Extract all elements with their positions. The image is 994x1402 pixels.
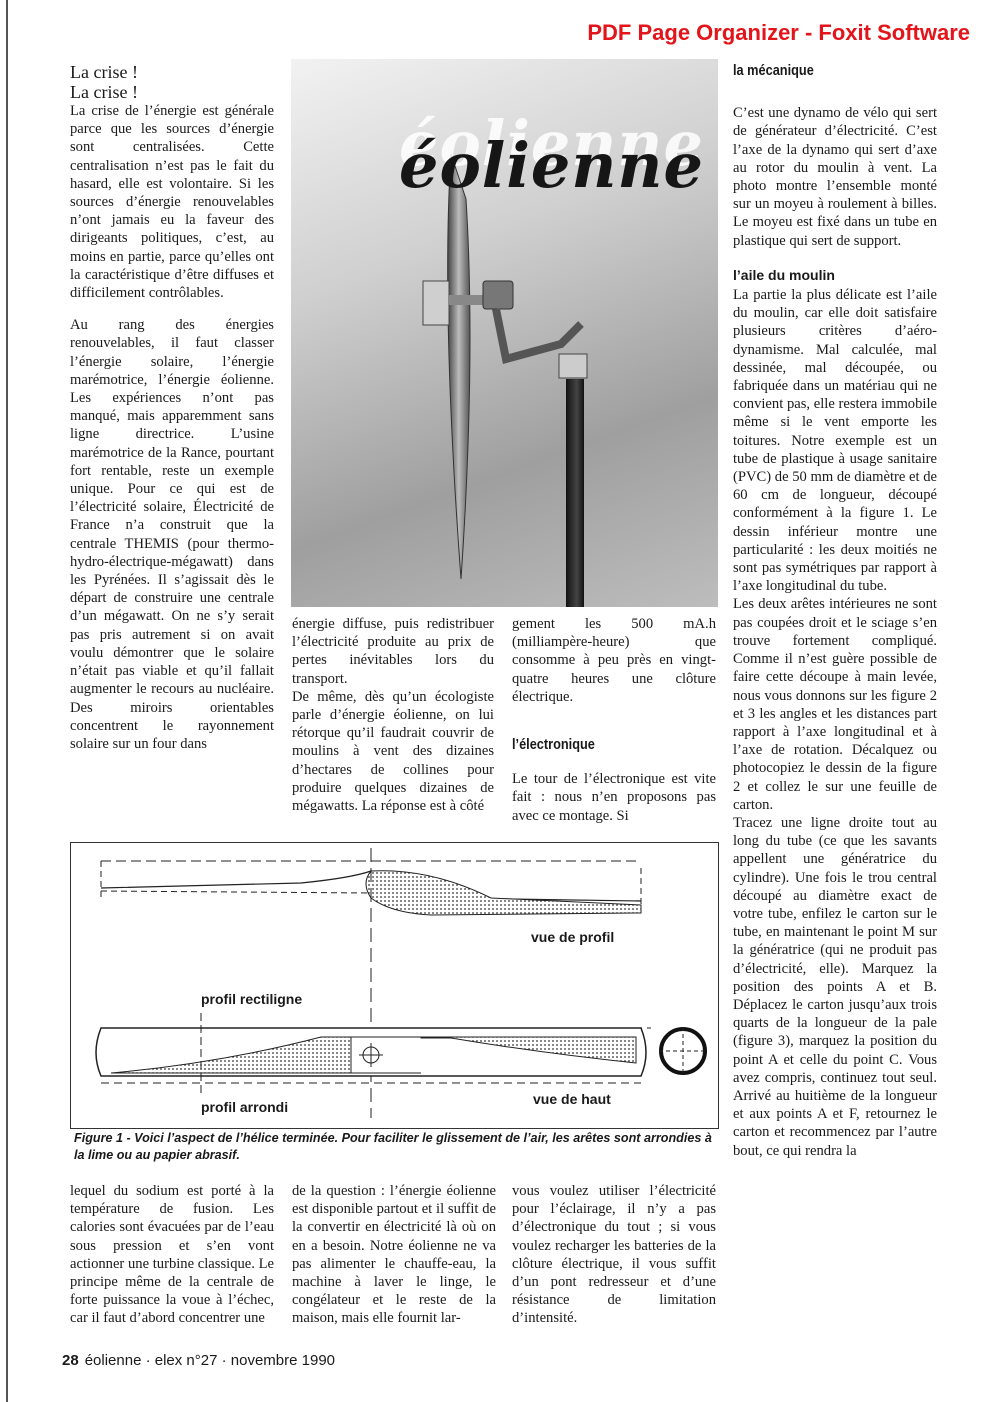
paragraph: La partie la plus délicate est l’aile du moulin, car elle doit satisfaire plusieurs critères d’aéro-dynamisme. Mal calculée, mal dessinée, mal découpée, ou fabriquée dans un matériau qui ne convient pas, elle restera immobile même si le vent emporte les toitures. Notre exemple est un tube de plastique à usage sanitaire (PVC) de 50 mm de diamètre et de 60 cm de longueur, découpé conformément à la figure 1. Le dessin inférieur montre une particularité : les deux moitiés ne sont pas symétriques par rapport à l’axe longitudinal du tube. [733,287,937,595]
column-4 [733,62,937,1160]
photo-eolienne [291,59,718,607]
paragraph: Tracez une ligne droite tout au long du tube (ce que les savants appellent une génératrice du cylindre). Une fois le trou central découpé au diamètre exact de votre tube, enfilez le carton sur le tube, en maintenant le point M sur la génératrice (qui ne produit pas d’électricité, elle). Marquez la position des points A et B. Déplacez le carton jusqu’aux trois quarts de la longueur de la pale (figure 3), marquez la position du point A et celle du point C. Vous avez compris, continuez tout seul. Arrivé au huitième de la longueur et aux points A et F, retournez le carton et recommencez par l’autre bout, ce qui rendra la [733,814,937,1159]
figure-1 [70,842,719,1129]
page-footer [62,1352,335,1369]
paragraph: Le tour de l’électronique est vite fait : nous n’en proposons pas avec ce montage. Si [512,771,716,824]
column-2-bottom [292,1182,496,1328]
paragraph: Les deux arêtes intérieures ne sont pas coupées droit et le sciage s’en trouve fortement compliqué. Comme il n’est guère possible de faire cette découpe à main levée, nous vous donnons sur les figure 2 et 3 les angles et les distances part rapport à l’axe longitudinal et à l’axe de rotation. Décalquez ou photocopiez le dessin de la figure 2 et collez le sur une feuille de carton. [733,596,937,813]
heading-crise: La crise ! [70,62,138,82]
photo-title: éolienne [399,129,704,202]
footer-text: éolienne · elex n°27 · novembre 1990 [84,1352,336,1369]
column-2-top [292,615,494,815]
paragraph: lequel du sodium est porté à la température de fusion. Les calories sont évacuées par de l’eau sous pression et s’en vont actionner une turbine classique. Le principe même de la centrale de forte puissance la voue à l’échec, car il faut d’abord concentrer une [70,1183,274,1327]
column-1-bottom [70,1182,274,1328]
paragraph: de la question : l’énergie éolienne est disponible partout et il suffit de la convertir en électricité là où on en a besoin. Notre éolienne ne va pas alimenter le chauffe-eau, la machine à laver le linge, le congélateur et le reste de la maison, mais elle fournit lar- [292,1183,496,1327]
heading-electronique: l’électronique [512,736,595,754]
watermark: PDF Page Organizer - Foxit Software [587,20,970,45]
paragraph: énergie diffuse, puis redistribuer l’électricité produite au prix de pertes inévitables lors du transport. [292,616,494,687]
heading-mecanique: la mécanique [733,62,814,79]
paragraph: La crise de l’énergie est générale parce que les sources d’énergie sont centralisées. Cette centralisation n’est pas le fait du hasard, elle est volontaire. Si les sources d’énergie renouvelables n’ont jamais eu la faveur des dirigeants politiques, c’est, au moins en partie, parce qu’elles ont la caractéristique d’être diffuses et difficilement contrôlables. [70,103,274,302]
column-3-top [512,615,716,825]
paragraph: Au rang des énergies renouvelables, il faut classer l’énergie solaire, l’énergie marémotrice, l’énergie éolienne. Les expériences n’ont pas manqué, mais apparemment sans ligne directrice. L’usine marémotrice de la Rance, pourtant fort rentable, reste un exemple unique. Pour ce qui est de l’électricité solaire, Électricité de France n’a construit que la centrale THEMIS (pour thermo-hydro-électrique-mégawatt) dans les Pyrénées. Il s’agissait dès le départ de construire une centrale d’un mégawatt. On ne s’y serait pas pris autrement si on avait voulu démontrer que le solaire n’était pas viable et qu’il fallait augmenter le recours au nucléaire. Des miroirs orientables concentrent le rayonnement solaire sur un four dans [70,317,274,752]
paragraph: C’est une dynamo de vélo qui sert de générateur d’électricité. C’est l’axe de la dynamo qui sert d’axe au rotor du moulin à vent. La photo montre l’ensemble monté sur un moyeu à roulement à billes. Le moyeu est fixé dans un tube en plastique qui sert de support. [733,105,937,249]
label-vue-profil: vue de profil [531,929,615,945]
figure-caption: Figure 1 - Voici l’aspect de l’hélice terminée. Pour faciliter le glissement de l’air, les arêtes sont arrondies à la lime ou au papier abrasif. [74,1131,712,1162]
column-1 [70,62,274,753]
paragraph: gement les 500 mA.h (milliampère-heure) que consomme à peu près en vingt-quatre heures une clôture électrique. [512,616,716,705]
subheading-aile: l’aile du moulin [733,266,835,283]
paragraph: vous voulez utiliser l’électricité pour l’éclairage, il n’y a pas d’électronique du tout ; si vous voulez recharger les batteries de la clôture électrique, il vous suffit d’un pont redresseur et d’une résistance de limitation d’intensité. [512,1183,716,1327]
label-profil-rectiligne: profil rectiligne [201,991,303,1007]
page-number: 28 [62,1352,79,1369]
heading-crise-2: La crise ! [70,82,138,102]
page-edge [6,0,8,1402]
label-vue-haut: vue de haut [533,1091,611,1107]
label-profil-arrondi: profil arrondi [201,1099,289,1115]
column-3-bottom [512,1182,716,1328]
paragraph: De même, dès qu’un écologiste parle d’énergie éolienne, on lui rétorque qu’il faudrait couvrir de moulins à vent des dizaines d’hectares de collines pour produire quelques dizaines de mégawatts. La réponse est à côté [292,688,494,815]
blade-drawing [71,843,718,1128]
